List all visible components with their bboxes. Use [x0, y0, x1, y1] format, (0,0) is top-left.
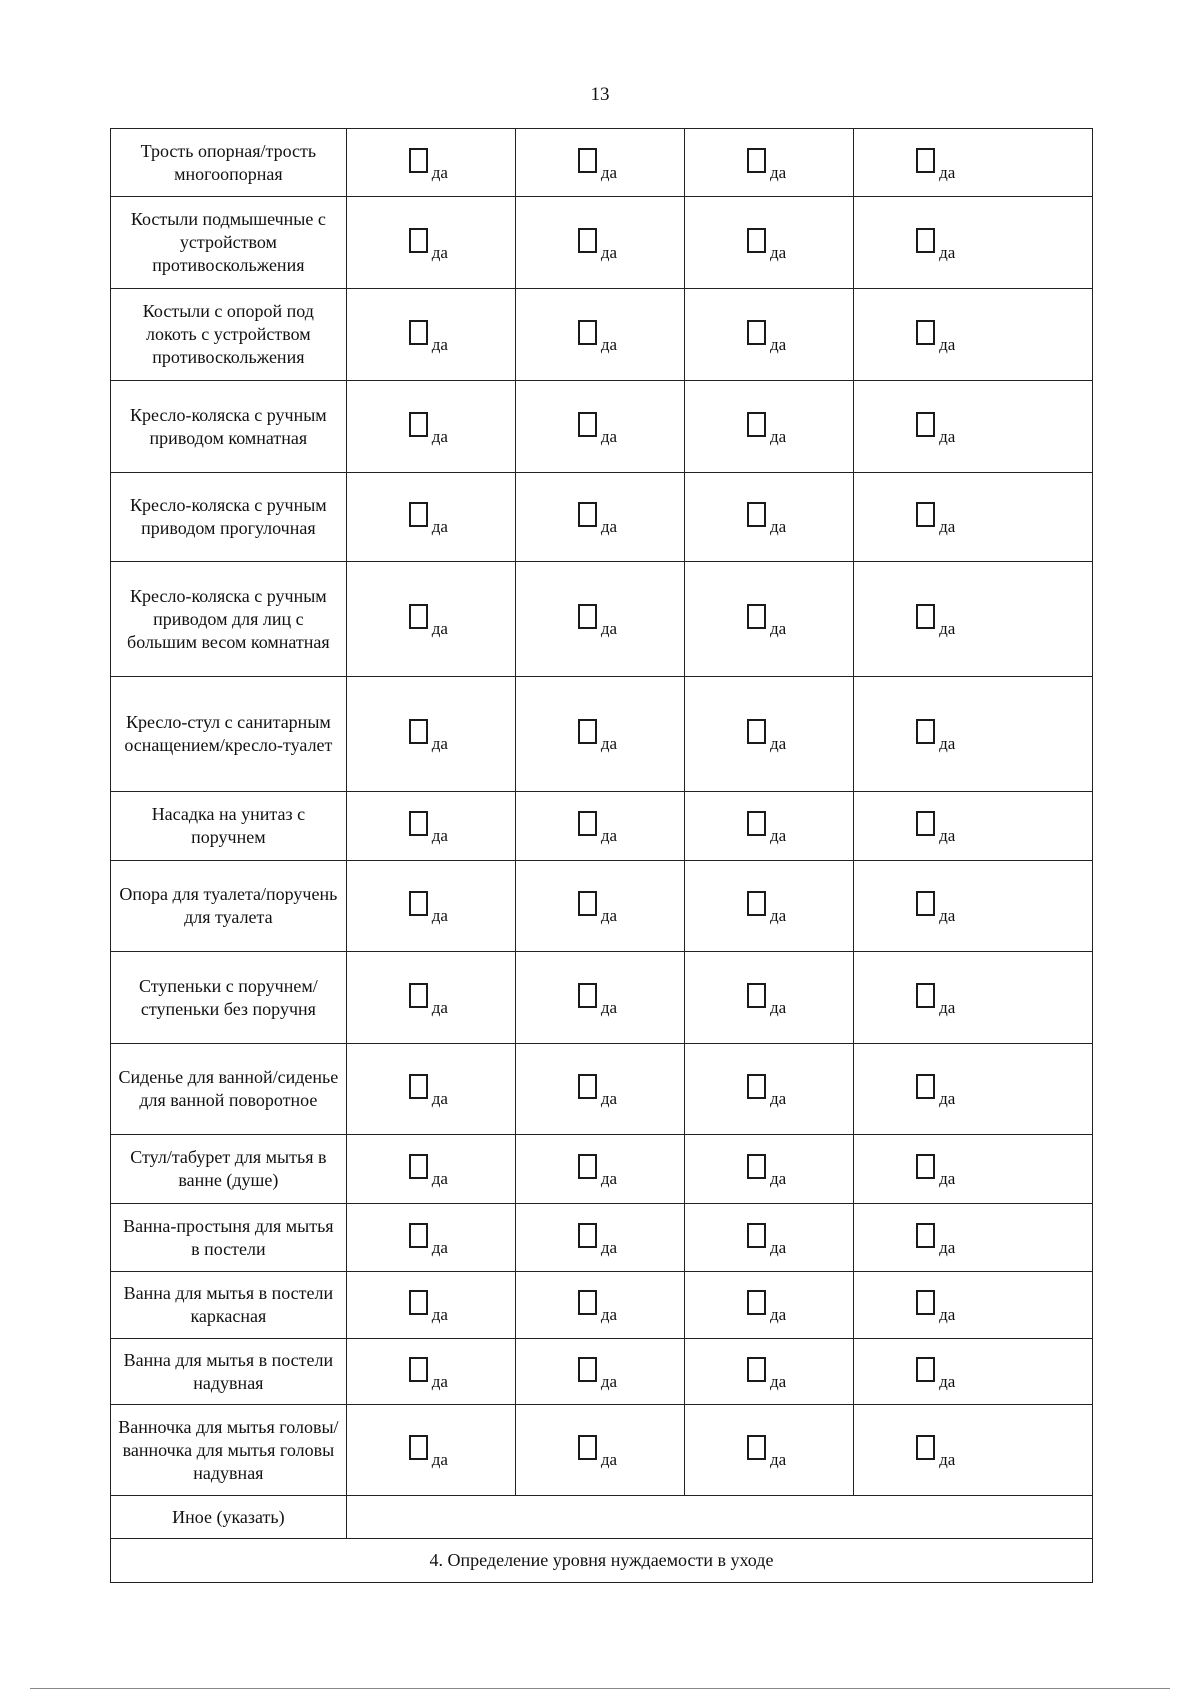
option-cell: [854, 792, 1093, 861]
option-cell: [854, 1405, 1093, 1496]
checkbox-label: да: [770, 1450, 787, 1469]
yes-checkbox[interactable]: [578, 811, 618, 845]
yes-checkbox[interactable]: [578, 228, 618, 262]
yes-checkbox[interactable]: [916, 228, 956, 262]
option-cell: [854, 289, 1093, 381]
checkbox-square[interactable]: [916, 1435, 935, 1460]
other-row-input[interactable]: [346, 1496, 1092, 1539]
yes-checkbox[interactable]: [409, 148, 448, 182]
yes-checkbox[interactable]: [916, 1435, 956, 1469]
checkbox-square[interactable]: [578, 1074, 597, 1099]
yes-checkbox[interactable]: [578, 1435, 618, 1469]
yes-checkbox[interactable]: [747, 1435, 787, 1469]
row-label: Кресло-стул с санитарным оснащением/кресло-туалет: [111, 677, 347, 792]
checkbox-label: да: [939, 826, 956, 845]
option-cell: [346, 562, 515, 677]
checkbox-label: да: [939, 1371, 956, 1391]
checkbox-square[interactable]: [409, 1154, 428, 1179]
option-cell: [346, 677, 515, 792]
checkbox-label: да: [939, 1089, 956, 1108]
row-label: Стул/табурет для мытья в ванне (душе): [111, 1135, 347, 1204]
yes-checkbox[interactable]: [747, 228, 787, 262]
checkbox-square[interactable]: [747, 983, 766, 1008]
checkbox-square[interactable]: [409, 1223, 428, 1248]
checkbox-label: да: [939, 1169, 956, 1188]
checkbox-square[interactable]: [916, 604, 935, 629]
checkbox-square[interactable]: [747, 891, 766, 916]
checkbox-label: да: [600, 826, 618, 845]
row-label: Ступеньки с поручнем/ступеньки без поручня: [111, 952, 347, 1044]
table-row: [111, 677, 1093, 792]
checkbox-label: да: [939, 906, 956, 925]
yes-checkbox[interactable]: [578, 502, 618, 536]
checkbox-square[interactable]: [409, 1435, 428, 1460]
yes-checkbox[interactable]: [747, 891, 787, 925]
checkbox-square[interactable]: [747, 412, 766, 437]
option-cell: [515, 1204, 684, 1272]
option-cell: [346, 1405, 515, 1496]
checkbox-label: да: [939, 1450, 956, 1469]
option-cell: [854, 129, 1093, 197]
yes-checkbox[interactable]: [916, 604, 956, 638]
option-cell: [685, 792, 854, 861]
other-row: [111, 1496, 1093, 1539]
checkbox-square[interactable]: [578, 1435, 597, 1460]
checkbox-label: да: [600, 1371, 618, 1391]
yes-checkbox[interactable]: [409, 320, 448, 354]
checkbox-label: да: [600, 734, 618, 753]
checkbox-label: да: [431, 242, 448, 262]
checkbox-label: да: [770, 242, 787, 262]
table-row: [111, 381, 1093, 473]
yes-checkbox[interactable]: [578, 604, 618, 638]
option-cell: [854, 1339, 1093, 1405]
scan-edge-line: [30, 1688, 1170, 1689]
yes-checkbox[interactable]: [916, 1357, 956, 1391]
yes-checkbox[interactable]: [578, 1357, 618, 1391]
checkbox-square[interactable]: [578, 983, 597, 1008]
option-cell: [685, 677, 854, 792]
checkbox-square[interactable]: [916, 1154, 935, 1179]
checkbox-label: да: [770, 1305, 787, 1324]
checkbox-label: да: [600, 619, 618, 638]
checkbox-label: да: [939, 1237, 956, 1257]
checkbox-square[interactable]: [916, 502, 935, 527]
checkbox-label: да: [939, 619, 956, 638]
checkbox-square[interactable]: [747, 1290, 766, 1315]
checkbox-square[interactable]: [578, 1290, 597, 1315]
checkbox-square[interactable]: [578, 412, 597, 437]
checkbox-label: да: [431, 1371, 448, 1391]
row-label: Костыли подмышечные с устройством противоскольжения: [111, 197, 347, 289]
yes-checkbox[interactable]: [578, 891, 618, 925]
option-cell: [346, 792, 515, 861]
yes-checkbox[interactable]: [409, 1435, 448, 1469]
yes-checkbox[interactable]: [578, 1290, 618, 1324]
row-label: Ванна для мытья в постели каркасная: [111, 1272, 347, 1339]
table-row: [111, 1405, 1093, 1496]
table-row: [111, 1204, 1093, 1272]
checkbox-square[interactable]: [578, 811, 597, 836]
checkbox-label: да: [770, 1089, 787, 1108]
checkbox-square[interactable]: [409, 1357, 428, 1382]
yes-checkbox[interactable]: [578, 983, 618, 1017]
checkbox-square[interactable]: [747, 1223, 766, 1248]
yes-checkbox[interactable]: [916, 719, 956, 753]
yes-checkbox[interactable]: [916, 891, 956, 925]
checkbox-square[interactable]: [578, 719, 597, 744]
option-cell: [685, 952, 854, 1044]
table-row: [111, 197, 1093, 289]
checkbox-square[interactable]: [916, 320, 935, 345]
option-cell: [515, 1272, 684, 1339]
row-label: Ванна-простыня для мытья в постели: [111, 1204, 347, 1272]
table-row: [111, 952, 1093, 1044]
other-row-label: Иное (указать): [111, 1496, 347, 1539]
section-row: [111, 1539, 1093, 1583]
checkbox-label: да: [770, 997, 787, 1017]
yes-checkbox[interactable]: [578, 1074, 618, 1108]
option-cell: [854, 381, 1093, 473]
checkbox-label: да: [600, 1450, 618, 1469]
table-row: [111, 792, 1093, 861]
checkbox-square[interactable]: [578, 228, 597, 253]
checkbox-square[interactable]: [578, 1154, 597, 1179]
checkbox-label: да: [770, 162, 787, 182]
checkbox-square[interactable]: [578, 320, 597, 345]
checkbox-label: да: [939, 1305, 956, 1324]
option-cell: [346, 289, 515, 381]
table-row: [111, 1272, 1093, 1339]
checkbox-label: да: [770, 826, 787, 845]
option-cell: [854, 861, 1093, 952]
checkbox-label: да: [939, 242, 956, 262]
checkbox-label: да: [600, 426, 618, 446]
checkbox-label: да: [431, 826, 448, 845]
checkbox-label: да: [431, 997, 448, 1017]
option-cell: [515, 381, 684, 473]
yes-checkbox[interactable]: [578, 412, 618, 446]
checkbox-label: да: [770, 426, 787, 446]
yes-checkbox[interactable]: [916, 983, 956, 1017]
checkbox-label: да: [431, 162, 448, 182]
checkbox-square[interactable]: [409, 891, 428, 916]
checkbox-label: да: [600, 1169, 618, 1188]
yes-checkbox[interactable]: [578, 1223, 618, 1257]
checkbox-square[interactable]: [747, 604, 766, 629]
option-cell: [515, 1044, 684, 1135]
checkbox-square[interactable]: [578, 148, 597, 173]
page-number: 13: [590, 84, 610, 105]
option-cell: [346, 952, 515, 1044]
equipment-table: [110, 128, 1093, 1583]
yes-checkbox[interactable]: [916, 148, 956, 182]
yes-checkbox[interactable]: [916, 412, 956, 446]
checkbox-label: да: [600, 334, 618, 354]
row-label: Ванна для мытья в постели надувная: [111, 1339, 347, 1405]
checkbox-label: да: [600, 517, 618, 536]
yes-checkbox[interactable]: [747, 1074, 787, 1108]
yes-checkbox[interactable]: [409, 228, 448, 262]
yes-checkbox[interactable]: [409, 1223, 448, 1257]
option-cell: [515, 289, 684, 381]
yes-checkbox[interactable]: [747, 604, 787, 638]
checkbox-square[interactable]: [578, 891, 597, 916]
option-cell: [515, 861, 684, 952]
option-cell: [346, 1272, 515, 1339]
option-cell: [685, 1135, 854, 1204]
yes-checkbox[interactable]: [409, 1290, 448, 1324]
yes-checkbox[interactable]: [916, 811, 956, 845]
checkbox-square[interactable]: [409, 148, 428, 173]
checkbox-square[interactable]: [916, 1357, 935, 1382]
yes-checkbox[interactable]: [916, 320, 956, 354]
row-label: Костыли с опорой под локоть с устройством противоскольжения: [111, 289, 347, 381]
yes-checkbox[interactable]: [747, 502, 787, 536]
row-label: Кресло-коляска с ручным приводом прогулочная: [111, 473, 347, 562]
checkbox-square[interactable]: [747, 1357, 766, 1382]
checkbox-square[interactable]: [916, 1223, 935, 1248]
row-label: Кресло-коляска с ручным приводом для лиц с большим весом комнатная: [111, 562, 347, 677]
option-cell: [685, 473, 854, 562]
yes-checkbox[interactable]: [409, 412, 448, 446]
table-row: [111, 1044, 1093, 1135]
yes-checkbox[interactable]: [409, 1074, 448, 1108]
option-cell: [515, 197, 684, 289]
checkbox-label: да: [431, 1305, 448, 1324]
checkbox-square[interactable]: [916, 228, 935, 253]
checkbox-square[interactable]: [409, 983, 428, 1008]
yes-checkbox[interactable]: [916, 502, 956, 536]
checkbox-label: да: [939, 426, 956, 446]
checkbox-square[interactable]: [409, 412, 428, 437]
option-cell: [854, 1272, 1093, 1339]
row-label: Ванночка для мытья головы/ванночка для мытья головы надувная: [111, 1405, 347, 1496]
yes-checkbox[interactable]: [409, 811, 448, 845]
checkbox-label: да: [600, 1089, 618, 1108]
yes-checkbox[interactable]: [916, 1290, 956, 1324]
option-cell: [685, 861, 854, 952]
checkbox-label: да: [600, 997, 618, 1017]
checkbox-square[interactable]: [916, 1290, 935, 1315]
option-cell: [515, 1339, 684, 1405]
option-cell: [346, 1044, 515, 1135]
checkbox-label: да: [770, 619, 787, 638]
checkbox-label: да: [431, 734, 448, 753]
option-cell: [515, 952, 684, 1044]
yes-checkbox[interactable]: [916, 1154, 956, 1188]
checkbox-label: да: [431, 906, 448, 925]
checkbox-square[interactable]: [916, 811, 935, 836]
checkbox-square[interactable]: [747, 148, 766, 173]
option-cell: [854, 1135, 1093, 1204]
checkbox-square[interactable]: [409, 1290, 428, 1315]
yes-checkbox[interactable]: [747, 320, 787, 354]
checkbox-square[interactable]: [747, 1435, 766, 1460]
checkbox-square[interactable]: [578, 1223, 597, 1248]
table-row: [111, 129, 1093, 197]
table-row: [111, 562, 1093, 677]
option-cell: [685, 1339, 854, 1405]
row-label: Кресло-коляска с ручным приводом комнатная: [111, 381, 347, 473]
checkbox-label: да: [939, 517, 956, 536]
checkbox-label: да: [431, 619, 448, 638]
checkbox-square[interactable]: [747, 502, 766, 527]
row-label: Опора для туалета/поручень для туалета: [111, 861, 347, 952]
checkbox-label: да: [600, 906, 618, 925]
option-cell: [346, 1339, 515, 1405]
option-cell: [854, 1044, 1093, 1135]
option-cell: [346, 861, 515, 952]
option-cell: [685, 1044, 854, 1135]
yes-checkbox[interactable]: [747, 1357, 787, 1391]
option-cell: [346, 473, 515, 562]
option-cell: [685, 289, 854, 381]
row-label: Сиденье для ванной/сиденье для ванной поворотное: [111, 1044, 347, 1135]
checkbox-label: да: [600, 162, 618, 182]
row-label: Трость опорная/трость многоопорная: [111, 129, 347, 197]
option-cell: [854, 677, 1093, 792]
table-row: [111, 1339, 1093, 1405]
checkbox-label: да: [939, 334, 956, 354]
checkbox-label: да: [939, 162, 956, 182]
checkbox-square[interactable]: [916, 719, 935, 744]
option-cell: [854, 1204, 1093, 1272]
checkbox-label: да: [770, 1237, 787, 1257]
checkbox-label: да: [939, 997, 956, 1017]
yes-checkbox[interactable]: [409, 1357, 448, 1391]
checkbox-label: да: [431, 1450, 448, 1469]
table-row: [111, 1135, 1093, 1204]
checkbox-label: да: [431, 1237, 448, 1257]
yes-checkbox[interactable]: [747, 412, 787, 446]
option-cell: [854, 473, 1093, 562]
checkbox-label: да: [600, 1305, 618, 1324]
option-cell: [685, 562, 854, 677]
row-label: Насадка на унитаз с поручнем: [111, 792, 347, 861]
checkbox-square[interactable]: [916, 1074, 935, 1099]
yes-checkbox[interactable]: [409, 1154, 448, 1188]
option-cell: [685, 1204, 854, 1272]
checkbox-square[interactable]: [747, 811, 766, 836]
checkbox-square[interactable]: [747, 228, 766, 253]
checkbox-label: да: [600, 1237, 618, 1257]
option-cell: [346, 1135, 515, 1204]
yes-checkbox[interactable]: [578, 148, 618, 182]
yes-checkbox[interactable]: [916, 1223, 956, 1257]
yes-checkbox[interactable]: [747, 148, 787, 182]
checkbox-label: да: [770, 517, 787, 536]
option-cell: [346, 381, 515, 473]
table-row: [111, 473, 1093, 562]
option-cell: [854, 197, 1093, 289]
yes-checkbox[interactable]: [747, 811, 787, 845]
option-cell: [685, 1272, 854, 1339]
option-cell: [854, 562, 1093, 677]
yes-checkbox[interactable]: [409, 983, 448, 1017]
checkbox-square[interactable]: [747, 1074, 766, 1099]
checkbox-label: да: [770, 734, 787, 753]
checkbox-square[interactable]: [409, 604, 428, 629]
option-cell: [685, 1405, 854, 1496]
checkbox-square[interactable]: [409, 502, 428, 527]
yes-checkbox[interactable]: [747, 1154, 787, 1188]
option-cell: [346, 1204, 515, 1272]
checkbox-square[interactable]: [747, 1154, 766, 1179]
checkbox-label: да: [770, 334, 787, 354]
yes-checkbox[interactable]: [409, 502, 448, 536]
checkbox-label: да: [939, 734, 956, 753]
checkbox-label: да: [431, 334, 448, 354]
option-cell: [854, 952, 1093, 1044]
checkbox-square[interactable]: [409, 1074, 428, 1099]
checkbox-square[interactable]: [578, 604, 597, 629]
checkbox-label: да: [431, 1089, 448, 1108]
yes-checkbox[interactable]: [747, 983, 787, 1017]
checkbox-label: да: [431, 1169, 448, 1188]
option-cell: [346, 129, 515, 197]
yes-checkbox[interactable]: [578, 719, 618, 753]
yes-checkbox[interactable]: [409, 719, 448, 753]
option-cell: [515, 562, 684, 677]
yes-checkbox[interactable]: [916, 1074, 956, 1108]
checkbox-label: да: [431, 517, 448, 536]
option-cell: [515, 129, 684, 197]
option-cell: [515, 677, 684, 792]
option-cell: [685, 197, 854, 289]
checkbox-square[interactable]: [578, 1357, 597, 1382]
checkbox-square[interactable]: [409, 228, 428, 253]
checkbox-square[interactable]: [578, 502, 597, 527]
checkbox-label: да: [770, 1169, 787, 1188]
checkbox-label: да: [770, 1371, 787, 1391]
checkbox-label: да: [600, 242, 618, 262]
checkbox-square[interactable]: [916, 891, 935, 916]
option-cell: [515, 792, 684, 861]
checkbox-square[interactable]: [747, 719, 766, 744]
section-title: 4. Определение уровня нуждаемости в уходе: [111, 1539, 1093, 1583]
checkbox-square[interactable]: [916, 412, 935, 437]
checkbox-label: да: [431, 426, 448, 446]
table-row: [111, 289, 1093, 381]
yes-checkbox[interactable]: [578, 1154, 618, 1188]
option-cell: [685, 381, 854, 473]
yes-checkbox[interactable]: [409, 604, 448, 638]
checkbox-square[interactable]: [409, 811, 428, 836]
option-cell: [515, 473, 684, 562]
yes-checkbox[interactable]: [747, 719, 787, 753]
option-cell: [346, 197, 515, 289]
yes-checkbox[interactable]: [747, 1290, 787, 1324]
yes-checkbox[interactable]: [747, 1223, 787, 1257]
option-cell: [685, 129, 854, 197]
checkbox-square[interactable]: [916, 983, 935, 1008]
checkbox-label: да: [770, 906, 787, 925]
option-cell: [515, 1405, 684, 1496]
table-row: [111, 861, 1093, 952]
option-cell: [515, 1135, 684, 1204]
yes-checkbox[interactable]: [409, 891, 448, 925]
checkbox-square[interactable]: [409, 320, 428, 345]
checkbox-square[interactable]: [747, 320, 766, 345]
checkbox-square[interactable]: [916, 148, 935, 173]
checkbox-square[interactable]: [409, 719, 428, 744]
yes-checkbox[interactable]: [578, 320, 618, 354]
